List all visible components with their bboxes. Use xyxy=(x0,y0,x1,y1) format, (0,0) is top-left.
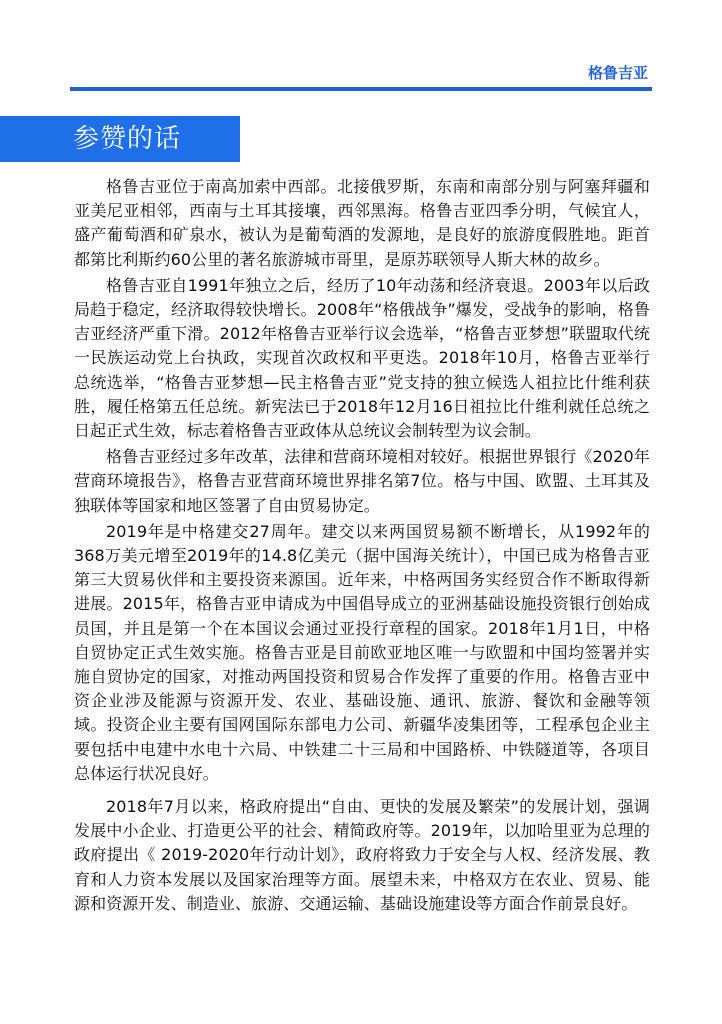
running-header-title: 格鲁吉亚 xyxy=(587,64,648,82)
paragraph: 格鲁吉亚自1991年独立之后，经历了10年动荡和经济衰退。2003年以后政局趋于稳定，经济取得较快增长。2008年“格俄战争”爆发，受战争的影响，格鲁吉亚经济严重下滑。2012年格鲁吉亚举行议会选举，“格鲁吉亚梦想”联盟取代统一民族运动党上台执政，实现首次政权和平更迭。2018年10月，格鲁吉亚举行总统选举，“格鲁吉亚梦想—民主格鲁吉亚”党支持的独立候选人祖拉比什维利获胜，履任格第五任总统。新宪法已于2018年12月16日祖拉比什维利就任总统之日起正式生效，标志着格鲁吉亚政体从总统议会制转型为议会制。 xyxy=(74,275,650,441)
body-text xyxy=(74,175,650,918)
paragraph: 格鲁吉亚经过多年改革，法律和营商环境相对较好。根据世界银行《2020年营商环境报告》，格鲁吉亚营商环境世界排名第7位。格与中国、欧盟、土耳其及独联体等国家和地区签署了自由贸易协定。 xyxy=(74,447,650,515)
paragraph: 格鲁吉亚位于南高加索中西部。北接俄罗斯，东南和南部分别与阿塞拜疆和亚美尼亚相邻，西南与土耳其接壤，西邻黑海。格鲁吉亚四季分明，气候宜人，盛产葡萄酒和矿泉水，被认为是葡萄酒的发源地，是良好的旅游度假胜地。距首都第比利斯约60公里的著名旅游城市哥里，是原苏联领导人斯大林的故乡。 xyxy=(74,177,650,269)
paragraph: 2018年7月以来，格政府提出“自由、更快的发展及繁荣”的发展计划，强调发展中小企业、打造更公平的社会、精简政府等。2019年，以加哈里亚为总理的政府提出《 2019-2020年行动计划》，政府将致力于安全与人权、经济发展、教育和人力资本发展以及国家治理等方面。展望未来，中格双方在农业、贸易、能源和资源开发、制造业、旅游、交通运输、基础设施建设等方面合作前景良好。 xyxy=(74,797,650,913)
section-title: 参赞的话 xyxy=(73,124,182,154)
header-rule xyxy=(70,87,652,91)
paragraph: 2019年是中格建交27周年。建交以来两国贸易额不断增长，从1992年的368万美元增至2019年的14.8亿美元（据中国海关统计），中国已成为格鲁吉亚第三大贸易伙伴和主要投资来源国。近年来，中格两国务实经贸合作不断取得新进展。2015年，格鲁吉亚申请成为中国倡导成立的亚洲基础设施投资银行创始成员国，并且是第一个在本国议会通过亚投行章程的国家。2018年1月1日，中格自贸协定正式生效实施。格鲁吉亚是目前欧亚地区唯一与欧盟和中国均签署并实施自贸协定的国家，对推动两国投资和贸易合作发挥了重要的作用。格鲁吉亚中资企业涉及能源与资源开发、农业、基础设施、通讯、旅游、餐饮和金融等领域。投资企业主要有国网国际东部电力公司、新疆华凌集团等，工程承包企业主要包括中电建中水电十六局、中铁建二十三局和中国路桥、中铁隧道等，各项目总体运行状况良好。 xyxy=(74,521,650,783)
